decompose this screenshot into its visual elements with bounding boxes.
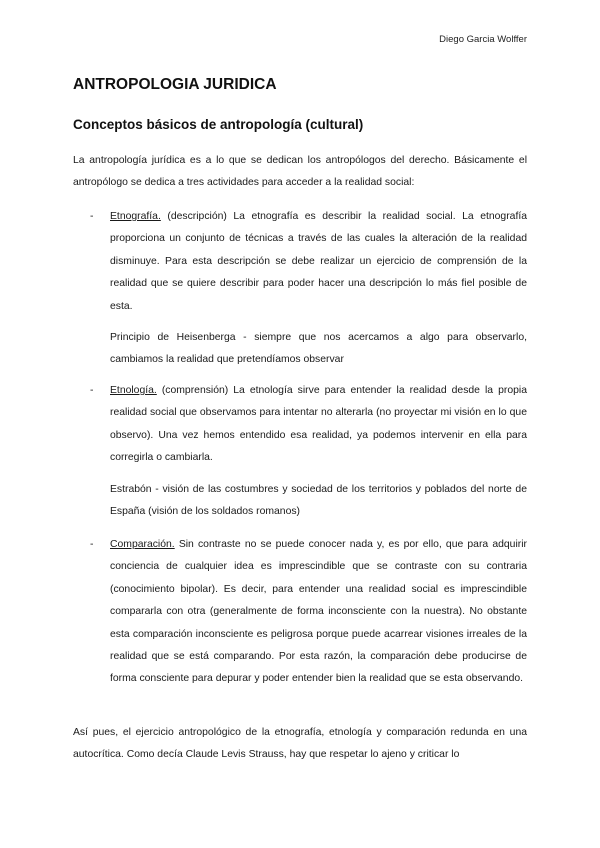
list-dash: -: [90, 211, 94, 222]
list-item-etnografia: [90, 206, 527, 372]
item-description: (comprensión) La etnología sirve para entender la realidad desde la propia realidad social que observamos para intentar no alterarla (no proyectar mi visión en lo que observo). Una vez hemos entendido esa realidad, ya podemos intervenir en ella para corregirla o cambiarla.: [110, 385, 527, 464]
note-estrabon: Estrabón - visión de las costumbres y sociedad de los territorios y poblados del norte de España (visión de los soldados romanos): [110, 483, 527, 518]
list-item-text: [110, 206, 527, 318]
list-item-text: [110, 380, 527, 470]
list-item-body: [110, 380, 527, 523]
closing-paragraph: Así pues, el ejercicio antropológico de la etnografía, etnología y comparación redunda en una autocrítica. Como decía Claude Levis Strauss, hay que respetar lo ajeno y criticar lo: [73, 727, 527, 761]
list-dash: -: [90, 539, 94, 550]
section-subtitle: Conceptos básicos de antropología (cultural): [73, 117, 364, 132]
item-description: (descripción) La etnografía es describir la realidad social. La etnografía proporciona un conjunto de técnicas a través de las cuales la alteración de la realidad disminuye. Para esta descripción se debe realizar un ejercicio de comprensión de la realidad que se quiere describir para poder hacer una descripción lo más fiel posible de esta.: [110, 211, 527, 312]
list-item-body: [110, 206, 527, 372]
list-item-etnologia: [90, 380, 527, 523]
term-etnografia: Etnografía.: [110, 211, 161, 222]
term-comparacion: Comparación.: [110, 539, 175, 550]
list-item-text: [110, 534, 527, 691]
list-dash: -: [90, 385, 94, 396]
document-title: ANTROPOLOGIA JURIDICA: [73, 76, 277, 93]
header-author: Diego Garcia Wolffer: [439, 34, 527, 45]
note-heisenberga: Principio de Heisenberga - siempre que nos acercamos a algo para observarlo, cambiamos la realidad que pretendíamos observar: [110, 332, 527, 366]
item-description: Sin contraste no se puede conocer nada y, es por ello, que para adquirir conciencia de cualquier idea es imprescindible que se contraste con su contraria (conocimiento bipolar). Es decir, para entender una realidad social es imprescindible compararla con otra (generalmente de forma inconsciente con la nuestra). No obstante esta comparación inconsciente es peligrosa porque puede acarrear visiones irreales de la realidad que se está comparando. Por esta razón, la comparación debe producirse de forma consciente para depurar y poder entender bien la realidad que se esta observando.: [110, 539, 527, 685]
intro-paragraph: La antropología jurídica es a lo que se dedican los antropólogos del derecho. Básicamente el antropólogo se dedica a tres actividades para acceder a la realidad social:: [73, 155, 527, 189]
term-etnologia: Etnología.: [110, 385, 157, 396]
list-item-comparacion: [90, 534, 527, 691]
list-item-body: [110, 534, 527, 691]
